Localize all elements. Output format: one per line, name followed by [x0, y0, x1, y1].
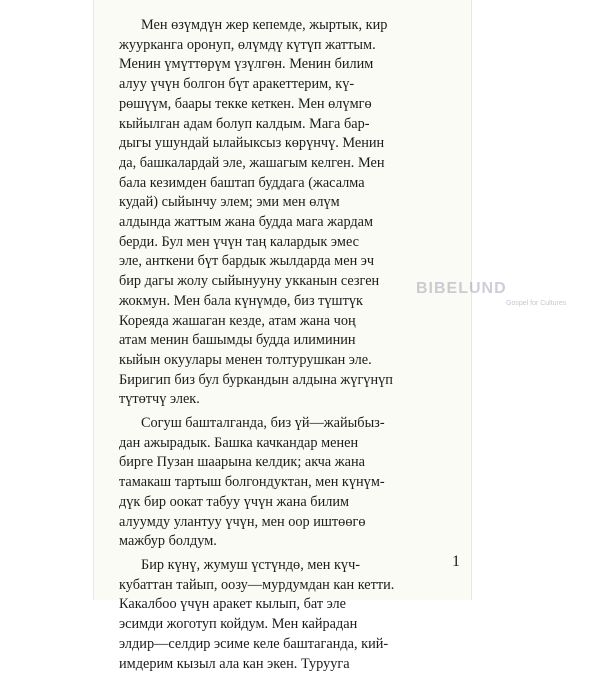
book-page: [93, 0, 567, 672]
text-line: эле, анткени бүт бардык жылдарда мен эч: [119, 253, 375, 270]
text-line: Биригип биз бул буркандын алдына жүгүнүп: [119, 371, 393, 388]
paragraph: [119, 16, 475, 410]
text-line: рөшүүм, баары текке кеткен. Мен өлүмгө: [119, 95, 372, 112]
text-line: атам менин башымды будда илиминин: [119, 332, 356, 349]
text-line: Кореяда жашаган кезде, атам жана чоң: [119, 312, 356, 329]
text-line: да, башкалардай эле, жашагым келген. Мен: [119, 154, 385, 171]
text-line: Мен өзүмдүн жер кепемде, жыртык, кир: [141, 17, 388, 33]
text-line: эсимди жоготуп койдум. Мен кайрадан: [119, 616, 358, 633]
text-line: кудай) сыйынчу элем; эми мен өлүм: [119, 194, 340, 211]
text-line: Менин үмүттөрүм үзүлгөн. Менин билим: [119, 56, 374, 73]
text-line: кыйылган адам болуп калдым. Мага бар-: [119, 115, 370, 132]
text-line: алуумду улантуу үчүн, мен оор иштөөгө: [119, 513, 366, 530]
text-line: бир дагы жолу сыйынууну укканын сезген: [119, 273, 380, 290]
text-line: элдир—селдир эсиме келе баштаганда, кий-: [119, 635, 389, 652]
text-line: кубаттан тайып, оозу—мурдумдан кан кетти.: [119, 576, 395, 593]
paragraph: [119, 414, 475, 552]
text-line: берди. Бул мен үчүн таң калардык эмес: [119, 233, 360, 250]
watermark-logo-text: BIBELUND: [416, 280, 507, 297]
text-line: Согуш башталганда, биз үй—жайыбыз-: [141, 415, 385, 432]
text-line: жуурканга оронуп, өлүмдү күтүп жаттым.: [119, 36, 376, 53]
text-line: мажбур болдум.: [119, 533, 217, 550]
text-line: тамакаш тартыш болгондуктан, мен күнүм-: [119, 474, 385, 491]
text-line: бала кезимден баштап буддага (жасалма: [119, 174, 365, 191]
text-line: дан ажырадык. Башка качкандар менен: [119, 434, 359, 451]
text-line: Какалбоо үчүн аракет кылып, бат эле: [119, 596, 347, 613]
text-line: алдында жаттым жана будда мага жардам: [119, 214, 374, 231]
paragraph: [119, 556, 475, 674]
text-line: түтөтчү элек.: [119, 391, 200, 408]
text-line: кыйын окуулары менен толтурушкан эле.: [119, 351, 372, 368]
text-line: жокмун. Мен бала күнүмдө, биз түштүк: [119, 292, 363, 309]
text-line: дыгы ушундай ылайыксыз көрүнчү. Менин: [119, 135, 385, 152]
text-line: Бир күнү, жумуш үстүндө, мен күч-: [141, 556, 361, 573]
text-line: алуу үчүн болгон бүт аракеттерим, кү-: [119, 76, 355, 93]
text-line: бирге Пузан шаарына келдик; акча жана: [119, 454, 365, 471]
page-number: 1: [452, 553, 460, 570]
text-line: дүк бир оокат табуу үчүн жана билим: [119, 493, 350, 510]
text-line: имдерим кызыл ала кан экен. Туруугa: [119, 655, 350, 672]
body-text: [119, 16, 475, 678]
watermark-subtitle: Gospel for Cultures: [506, 300, 567, 307]
